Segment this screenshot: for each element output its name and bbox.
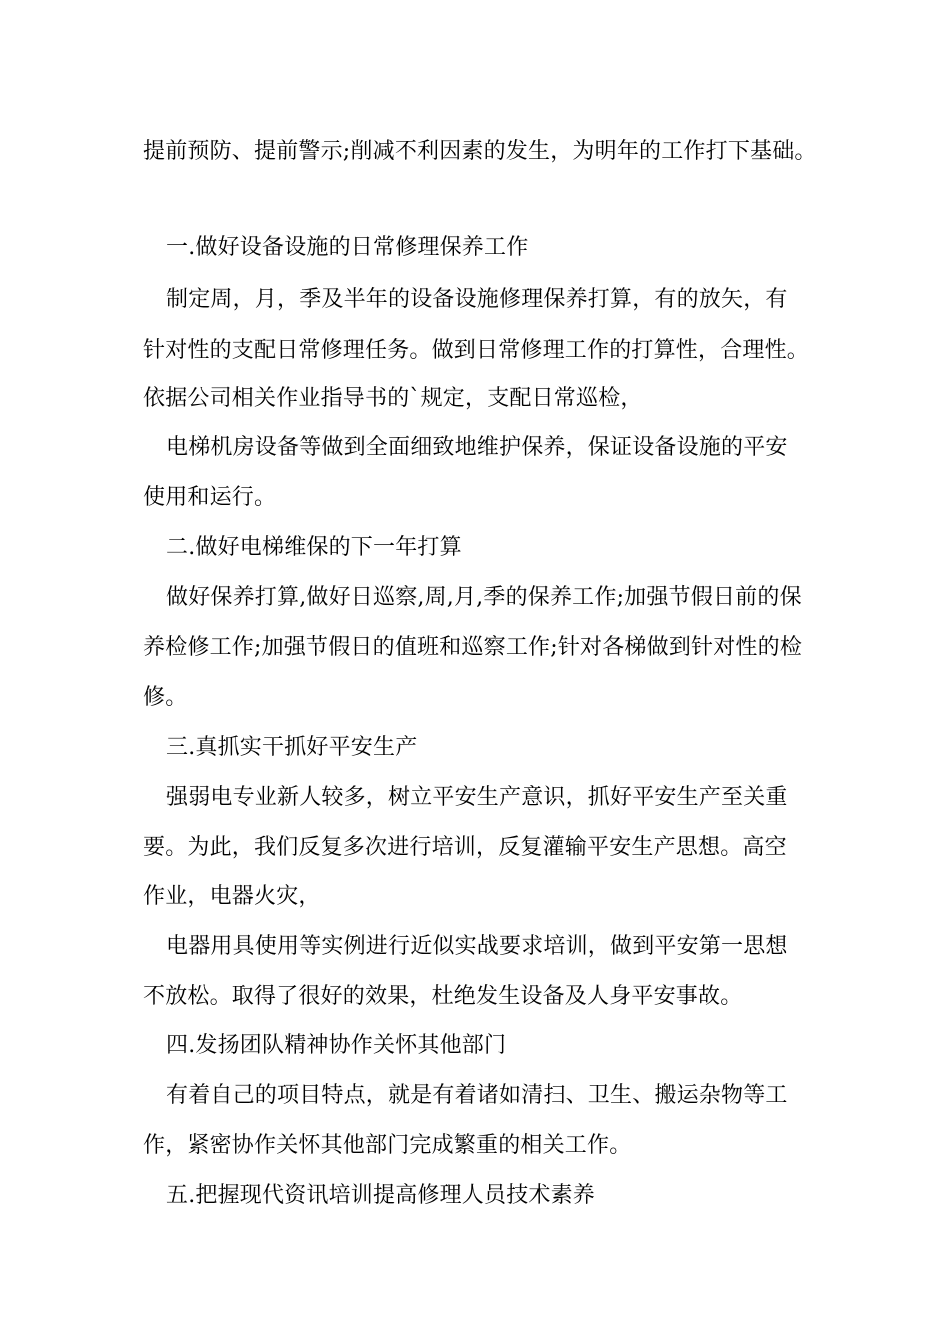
section-heading-1: 一.做好设备设施的日常修理保养工作 <box>166 235 529 260</box>
section-heading-2: 二.做好电梯维保的下一年打算 <box>166 535 462 560</box>
paragraph-line: 作，紧密协作关怀其他部门完成繁重的相关工作。 <box>143 1133 632 1158</box>
paragraph-line: 针对性的支配日常修理任务。做到日常修理工作的打算性，合理性。 <box>143 338 810 363</box>
paragraph-line: 制定周，月，季及半年的设备设施修理保养打算，有的放矢，有 <box>166 287 788 312</box>
paragraph-line: 修。 <box>143 685 188 710</box>
paragraph-line: 养检修工作;加强节假日的值班和巡察工作;针对各梯做到针对性的检 <box>143 635 803 660</box>
paragraph-line: 电梯机房设备等做到全面细致地维护保养，保证设备设施的平安 <box>166 435 788 460</box>
paragraph-line: 依据公司相关作业指导书的`规定，支配日常巡检， <box>143 386 643 411</box>
paragraph-line: 做好保养打算,做好日巡察,周,月,季的保养工作;加强节假日前的保 <box>166 585 802 610</box>
paragraph-line: 不放松。取得了很好的效果，杜绝发生设备及人身平安事故。 <box>143 984 743 1009</box>
paragraph-line: 要。为此，我们反复多次进行培训，反复灌输平安生产思想。高空 <box>143 835 787 860</box>
section-heading-5: 五.把握现代资讯培训提高修理人员技术素养 <box>166 1183 595 1208</box>
paragraph-line: 有着自己的项目特点，就是有着诸如清扫、卫生、搬运杂物等工 <box>166 1083 788 1108</box>
paragraph-line: 提前预防、提前警示;削减不利因素的发生，为明年的工作打下基础。 <box>143 139 817 164</box>
paragraph-line: 电器用具使用等实例进行近似实战要求培训，做到平安第一思想 <box>166 934 788 959</box>
paragraph-line: 强弱电专业新人较多，树立平安生产意识，抓好平安生产至关重 <box>166 785 788 810</box>
section-heading-3: 三.真抓实干抓好平安生产 <box>166 735 418 760</box>
paragraph-line: 作业，电器火灾， <box>143 884 321 909</box>
section-heading-4: 四.发扬团队精神协作关怀其他部门 <box>166 1033 507 1058</box>
paragraph-line: 使用和运行。 <box>143 485 277 510</box>
